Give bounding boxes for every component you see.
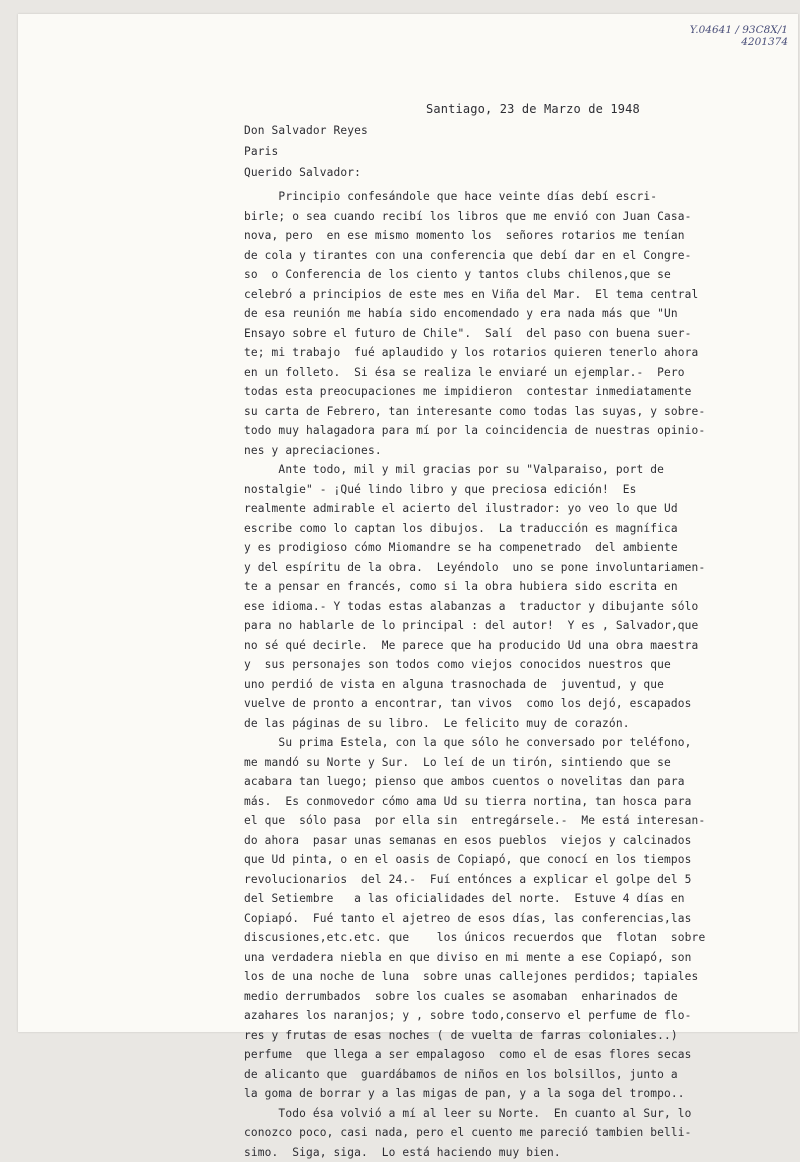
letter-line: do ahora pasar unas semanas en esos pueblos viejos y calcinados xyxy=(244,831,705,851)
letter-line: revolucionarios del 24.- Fuí entónces a explicar el golpe del 5 xyxy=(244,870,705,890)
letter-line: birle; o sea cuando recibí los libros que me envió con Juan Casa- xyxy=(244,207,705,227)
letter-line: de alicanto que guardábamos de niños en los bolsillos, junto a xyxy=(244,1065,705,1085)
archive-reference xyxy=(690,24,788,48)
letter-line: Todo ésa volvió a mí al leer su Norte. En cuanto al Sur, lo xyxy=(244,1104,705,1124)
letter-line: Copiapó. Fué tanto el ajetreo de esos días, las conferencias,las xyxy=(244,909,705,929)
letter-line: medio derrumbados sobre los cuales se asomaban enharinados de xyxy=(244,987,705,1007)
letter-line: discusiones,etc.etc. que los únicos recuerdos que flotan sobre xyxy=(244,928,705,948)
salutation: Querido Salvador: xyxy=(244,166,361,179)
letter-line: la goma de borrar y a las migas de pan, y a la soga del trompo.. xyxy=(244,1084,705,1104)
letter-line: so o Conferencia de los ciento y tantos clubs chilenos,que se xyxy=(244,265,705,285)
archive-ref-line-1: Y.04641 / 93C8X/1 xyxy=(690,24,788,36)
letter-page xyxy=(18,14,798,1032)
recipient-city: Paris xyxy=(244,145,278,158)
recipient-name: Don Salvador Reyes xyxy=(244,124,368,137)
letter-line: perfume que llega a ser empalagoso como el de esas flores secas xyxy=(244,1045,705,1065)
letter-line: todas esta preocupaciones me impidieron contestar inmediatamente xyxy=(244,382,705,402)
letter-line: de cola y tirantes con una conferencia que debí dar en el Congre- xyxy=(244,246,705,266)
letter-line: uno perdió de vista en alguna trasnochada de juventud, y que xyxy=(244,675,705,695)
letter-line: que Ud pinta, o en el oasis de Copiapó, que conocí en los tiempos xyxy=(244,850,705,870)
letter-line: acabara tan luego; pienso que ambos cuentos o novelitas dan para xyxy=(244,772,705,792)
letter-line: ese idioma.- Y todas estas alabanzas a traductor y dibujante sólo xyxy=(244,597,705,617)
letter-line: todo muy halagadora para mí por la coincidencia de nuestras opinio- xyxy=(244,421,705,441)
letter-line: te a pensar en francés, como si la obra hubiera sido escrita en xyxy=(244,577,705,597)
letter-line: los de una noche de luna sobre unas callejones perdidos; tapiales xyxy=(244,967,705,987)
letter-line: nova, pero en ese mismo momento los señores rotarios me tenían xyxy=(244,226,705,246)
letter-line: su carta de Febrero, tan interesante como todas las suyas, y sobre- xyxy=(244,402,705,422)
letter-line: Ensayo sobre el futuro de Chile". Salí del paso con buena suer- xyxy=(244,324,705,344)
letter-line: Ante todo, mil y mil gracias por su "Valparaiso, port de xyxy=(244,460,705,480)
letter-line: te; mi trabajo fué aplaudido y los rotarios quieren tenerlo ahora xyxy=(244,343,705,363)
letter-line: en un folleto. Si ésa se realiza le enviaré un ejemplar.- Pero xyxy=(244,363,705,383)
letter-line: conozco poco, casi nada, pero el cuento me pareció tambien belli- xyxy=(244,1123,705,1143)
letter-line: y del espíritu de la obra. Leyéndolo uno se pone involuntariamen- xyxy=(244,558,705,578)
archive-ref-line-2: 4201374 xyxy=(690,36,788,48)
dateline: Santiago, 23 de Marzo de 1948 xyxy=(426,102,640,116)
letter-line: nes y apreciaciones. xyxy=(244,441,705,461)
letter-line: del Setiembre a las oficialidades del norte. Estuve 4 días en xyxy=(244,889,705,909)
letter-line: no sé qué decirle. Me parece que ha producido Ud una obra maestra xyxy=(244,636,705,656)
letter-line: nostalgie" - ¡Qué lindo libro y que preciosa edición! Es xyxy=(244,480,705,500)
letter-line: Principio confesándole que hace veinte días debí escri- xyxy=(244,187,705,207)
letter-line: vuelve de pronto a encontrar, tan vivos como los dejó, escapados xyxy=(244,694,705,714)
letter-line: simo. Siga, siga. Lo está haciendo muy bien. xyxy=(244,1143,705,1162)
letter-line: realmente admirable el acierto del ilustrador: yo veo lo que Ud xyxy=(244,499,705,519)
letter-line: res y frutas de esas noches ( de vuelta de farras coloniales..) xyxy=(244,1026,705,1046)
letter-line: azahares los naranjos; y , sobre todo,conservo el perfume de flo- xyxy=(244,1006,705,1026)
letter-line: de esa reunión me había sido encomendado y era nada más que "Un xyxy=(244,304,705,324)
letter-line: una verdadera niebla en que diviso en mi mente a ese Copiapó, son xyxy=(244,948,705,968)
letter-line: y sus personajes son todos como viejos conocidos nuestros que xyxy=(244,655,705,675)
letter-line: celebró a principios de este mes en Viña del Mar. El tema central xyxy=(244,285,705,305)
letter-line: el que sólo pasa por ella sin entregársele.- Me está interesan- xyxy=(244,811,705,831)
letter-body xyxy=(244,187,705,1162)
letter-line: me mandó su Norte y Sur. Lo leí de un tirón, sintiendo que se xyxy=(244,753,705,773)
letter-line: más. Es conmovedor cómo ama Ud su tierra nortina, tan hosca para xyxy=(244,792,705,812)
letter-line: Su prima Estela, con la que sólo he conversado por teléfono, xyxy=(244,733,705,753)
letter-line: de las páginas de su libro. Le felicito muy de corazón. xyxy=(244,714,705,734)
letter-line: para no hablarle de lo principal : del autor! Y es , Salvador,que xyxy=(244,616,705,636)
letter-line: y es prodigioso cómo Miomandre se ha compenetrado del ambiente xyxy=(244,538,705,558)
letter-line: escribe como lo captan los dibujos. La traducción es magnífica xyxy=(244,519,705,539)
